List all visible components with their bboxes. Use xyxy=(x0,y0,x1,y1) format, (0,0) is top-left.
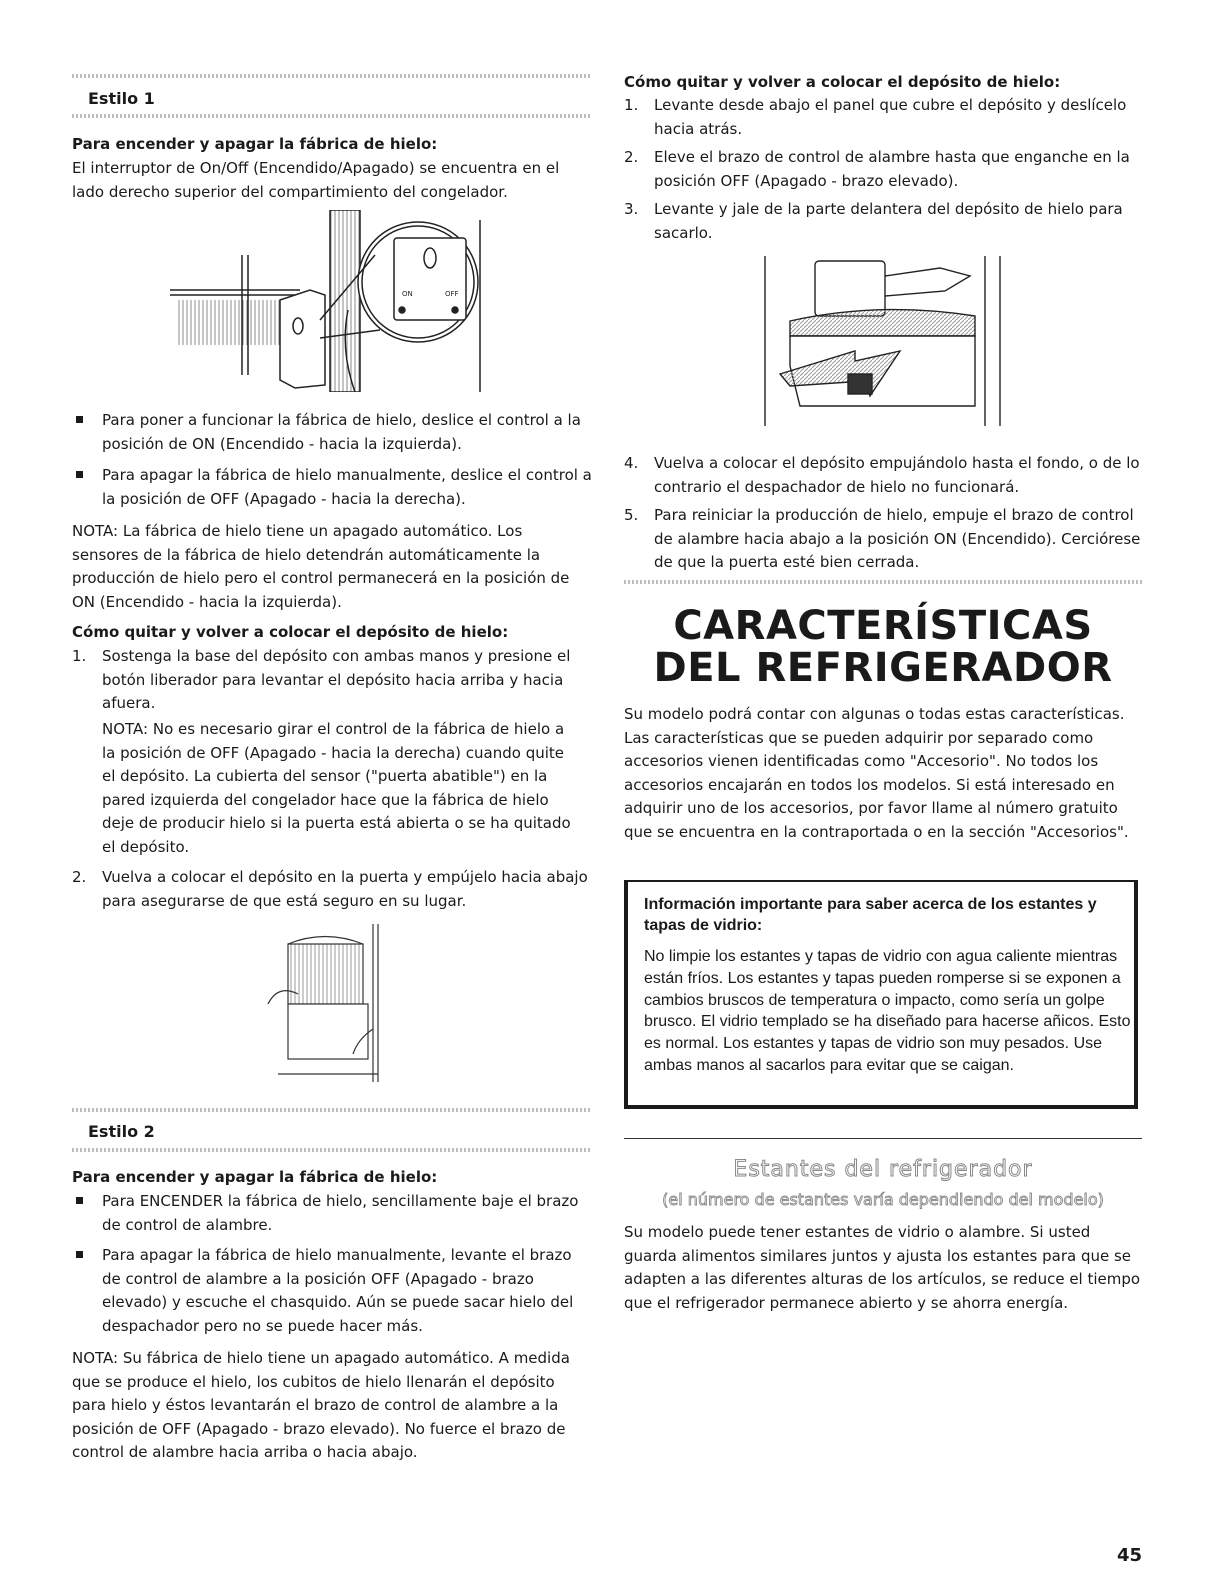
step-number: 4. xyxy=(624,454,639,472)
shelves-subtitle: (el número de estantes varía dependiendo del modelo) xyxy=(662,1190,1104,1209)
right-step-1: Levante desde abajo el panel que cubre el depósito y deslícelo hacia atrás. xyxy=(654,96,1127,138)
bullet-icon xyxy=(76,416,83,423)
section-band-bottom xyxy=(72,1148,590,1152)
switch-on-label: ON xyxy=(402,290,413,298)
step-number: 5. xyxy=(624,506,639,524)
style1-intro: El interruptor de On/Off (Encendido/Apagado) se encuentra en el lado derecho superior del compartimiento del congelador. xyxy=(72,159,560,201)
ice-bin-wire-arm-figure xyxy=(760,256,1010,426)
right-step-3: Levante y jale de la parte delantera del depósito de hielo para sacarlo. xyxy=(654,200,1123,242)
style2-heading: Para encender y apagar la fábrica de hielo: xyxy=(72,1168,438,1186)
icemaker-switch-figure xyxy=(170,210,490,392)
style2-bullet-2: Para apagar la fábrica de hielo manualmente, levante el brazo de control de alambre a la posición OFF (Apagado - brazo elevado) y escuche el chasquido. Aún se puede sacar hielo del despachador pero no se puede hacer más. xyxy=(102,1246,574,1335)
remove-step-2: Vuelva a colocar el depósito en la puerta y empújelo hacia abajo para asegurarse de que está seguro en su lugar. xyxy=(102,868,588,910)
style1-heading: Para encender y apagar la fábrica de hielo: xyxy=(72,135,438,153)
section-band-top xyxy=(72,74,590,78)
divider-rule xyxy=(624,1138,1142,1139)
bullet-icon xyxy=(76,1251,83,1258)
section-band xyxy=(624,580,1142,584)
shelves-title: Estantes del refrigerador xyxy=(733,1157,1033,1182)
section-band-bottom xyxy=(72,114,590,118)
style1-label: Estilo 1 xyxy=(88,89,155,108)
step-number: 1. xyxy=(624,96,639,114)
step-number: 2. xyxy=(72,868,87,886)
section-title-line-1: CARACTERÍSTICAS xyxy=(673,603,1093,649)
remove-heading-right: Cómo quitar y volver a colocar el depósito de hielo: xyxy=(624,73,1061,91)
section-title-line-2: DEL REFRIGERADOR xyxy=(653,645,1113,691)
style2-label: Estilo 2 xyxy=(88,1122,155,1141)
step-number: 3. xyxy=(624,200,639,218)
bullet-icon xyxy=(76,1197,83,1204)
switch-off-label: OFF xyxy=(445,290,459,298)
remove-note: NOTA: No es necesario girar el control de la fábrica de hielo a la posición de OFF (Apagado - hacia la derecha) cuando quite el depósito. La cubierta del sensor ("puerta abatible") en la pared izquierda del congelador hace que la fábrica de hielo deje de producir hielo si la puerta está abierta o se ha quitado el depósito. xyxy=(102,720,571,856)
warning-box-body: No limpie los estantes y tapas de vidrio con agua caliente mientras están fríos. Los estantes y tapas pueden romperse si se exponen a cambios bruscos de temperatura o impacto, como sería un golpe brusco. El vidrio templado se ha diseñado para hacerse añicos. Esto es normal. Los estantes y tapas de vidrio son muy pesados. Use ambas manos al sacarlos para evitar que se caigan. xyxy=(644,948,1131,1074)
step-number: 1. xyxy=(72,647,87,665)
right-step-4: Vuelva a colocar el depósito empujándolo hasta el fondo, o de lo contrario el despachador de hielo no funcionará. xyxy=(654,454,1140,496)
page-number: 45 xyxy=(1116,1545,1142,1566)
right-step-5: Para reiniciar la producción de hielo, empuje el brazo de control de alambre hacia abajo a la posición ON (Encendido). Cerciórese de que la puerta esté bien cerrada. xyxy=(654,506,1141,571)
style1-note: NOTA: La fábrica de hielo tiene un apagado automático. Los sensores de la fábrica de hielo detendrán automáticamente la producción de hielo pero el control permanecerá en la posición de ON (Encendido - hacia la izquierda). xyxy=(72,522,570,611)
warning-box-title: Información importante para saber acerca de los estantes y tapas de vidrio: xyxy=(644,896,1097,934)
style1-bullet-2: Para apagar la fábrica de hielo manualmente, deslice el control a la posición de OFF (Apagado - hacia la derecha). xyxy=(102,466,592,508)
section-band-top xyxy=(72,1108,590,1112)
step-number: 2. xyxy=(624,148,639,166)
style1-bullet-1: Para poner a funcionar la fábrica de hielo, deslice el control a la posición de ON (Encendido - hacia la izquierda). xyxy=(102,411,581,453)
glass-warning-box xyxy=(624,880,1138,1109)
bullet-icon xyxy=(76,471,83,478)
style2-note: NOTA: Su fábrica de hielo tiene un apagado automático. A medida que se produce el hielo, los cubitos de hielo llenarán el depósito para hielo y éstos levantarán el brazo de control de alambre a la posición de OFF (Apagado - brazo elevado). No fuerce el brazo de control de alambre hacia arriba o hacia abajo. xyxy=(72,1349,570,1461)
right-step-2: Eleve el brazo de control de alambre hasta que enganche en la posición OFF (Apagado - brazo elevado). xyxy=(654,148,1130,190)
remove-heading-left: Cómo quitar y volver a colocar el depósito de hielo: xyxy=(72,623,509,641)
style2-bullet-1: Para ENCENDER la fábrica de hielo, sencillamente baje el brazo de control de alambre. xyxy=(102,1192,579,1234)
shelves-text: Su modelo puede tener estantes de vidrio o alambre. Si usted guarda alimentos similares juntos y ajusta los estantes para que se adapten a las diferentes alturas de los artículos, se reduce el tiempo que el refrigerador permanece abierto y se ahorra energía. xyxy=(624,1223,1141,1312)
remove-step-1: Sostenga la base del depósito con ambas manos y presione el botón liberador para levantar el depósito hacia arriba y hacia afuera. xyxy=(102,647,571,712)
features-intro: Su modelo podrá contar con algunas o todas estas características. Las características que se pueden adquirir por separado como accesorios vienen identificadas como "Accesorio". No todos los accesorios encajarán en todos los modelos. Si está interesado en adquirir uno de los accesorios, por favor llame al número gratuito que se encuentra en la contraportada o en la sección "Accesorios". xyxy=(624,705,1129,841)
ice-bin-removal-figure xyxy=(258,924,408,1082)
